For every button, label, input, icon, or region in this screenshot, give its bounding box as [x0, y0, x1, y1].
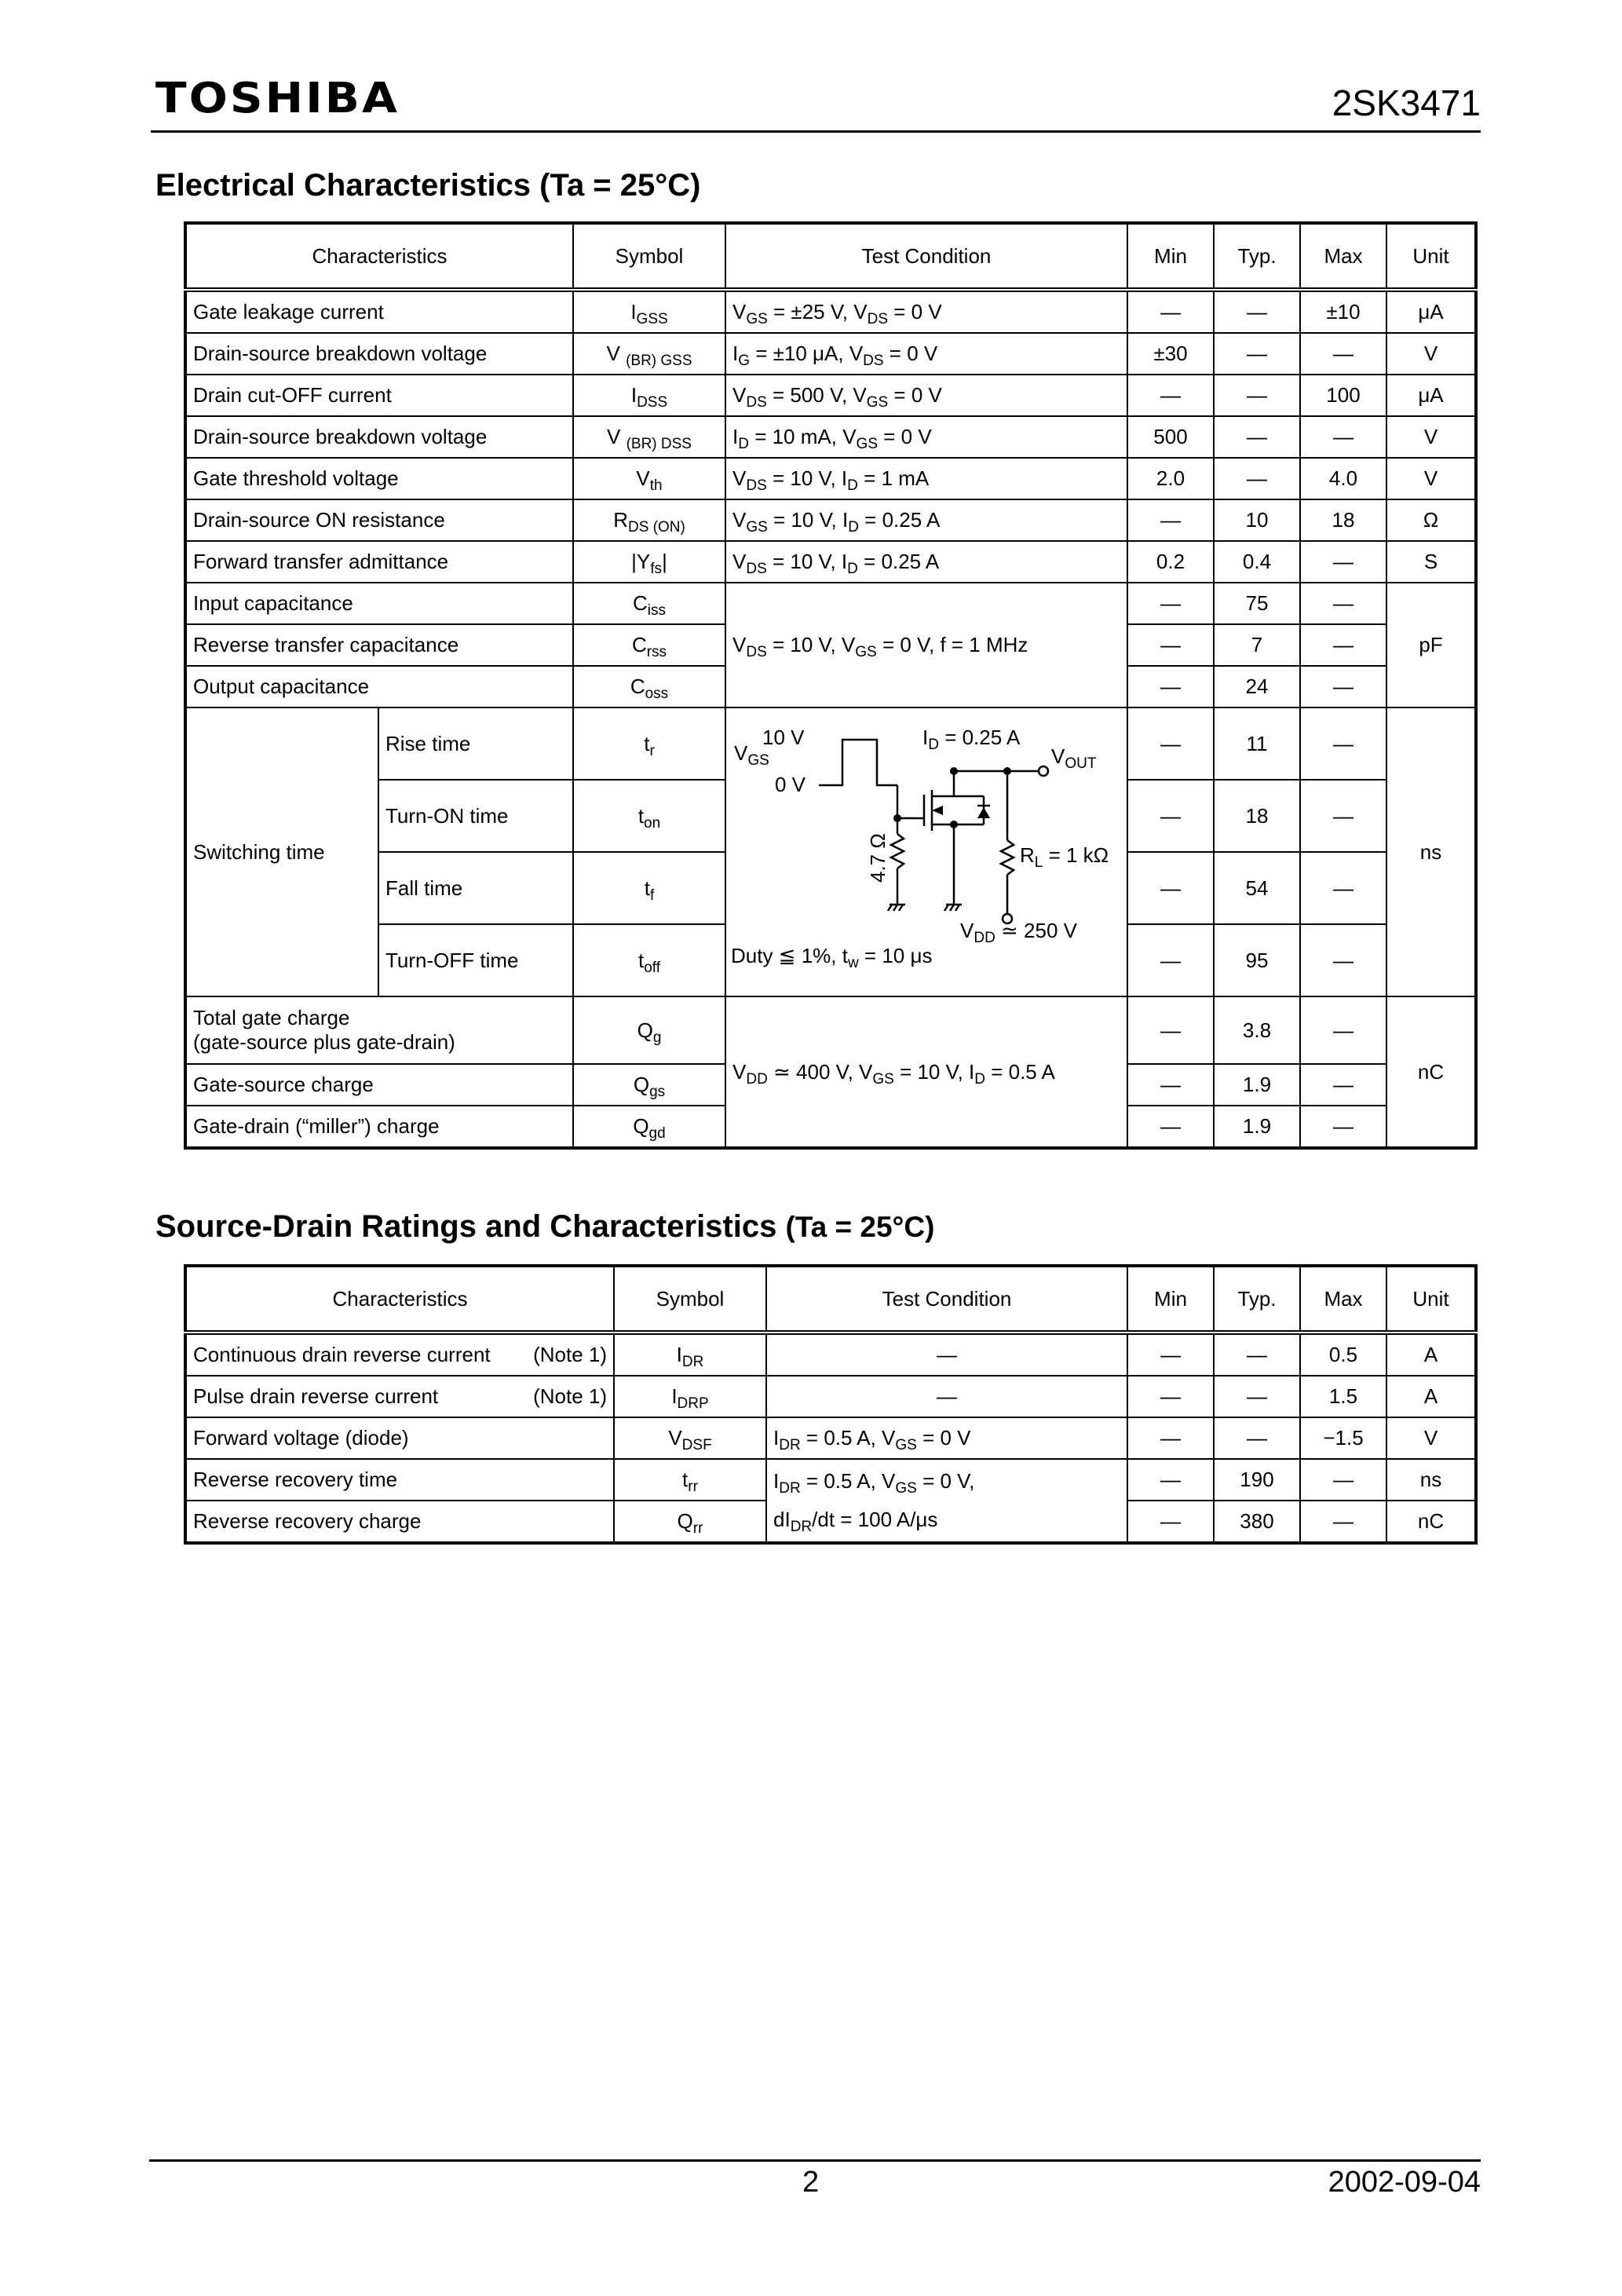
row-min: —	[1127, 996, 1214, 1064]
switching-test-circuit	[725, 707, 1127, 996]
row-symbol: $I_{DRP}$	[614, 1376, 766, 1417]
row-max: —	[1300, 583, 1386, 624]
row-min: ±30	[1127, 333, 1214, 375]
row-name: Drain-source breakdown voltage	[185, 333, 573, 375]
table-header-row	[185, 1266, 1476, 1333]
row-min: —	[1127, 666, 1214, 707]
row-symbol: $t_{rr}$	[614, 1459, 766, 1501]
row-symbol: $t_{off}$	[573, 924, 725, 996]
row-min: —	[1127, 780, 1214, 852]
table-row	[185, 1376, 1476, 1417]
vgs-high-label: 10 V	[762, 726, 805, 749]
row-typ: 380	[1214, 1501, 1300, 1543]
row-min: —	[1127, 924, 1214, 996]
row-name: Reverse recovery time	[185, 1459, 614, 1501]
row-unit: ns	[1386, 707, 1476, 996]
col-typ: Typ.	[1214, 223, 1300, 290]
table-row	[185, 375, 1476, 416]
col-symbol: Symbol	[614, 1266, 766, 1333]
row-symbol: $t_r$	[573, 707, 725, 780]
row-name: Turn-OFF time	[378, 924, 573, 996]
row-max: —	[1300, 541, 1386, 583]
table-row	[185, 707, 1476, 780]
col-min: Min	[1127, 223, 1214, 290]
vgs-low-label: 0 V	[775, 773, 806, 796]
row-unit: A	[1386, 1376, 1476, 1417]
row-unit: Ω	[1386, 499, 1476, 541]
col-max: Max	[1300, 1266, 1386, 1333]
row-typ: 190	[1214, 1459, 1300, 1501]
row-condition: $V_{DS} = 10$ V, $I_D = 1$ mA	[725, 458, 1127, 499]
row-symbol: $I_{GSS}$	[573, 290, 725, 333]
row-condition: —	[766, 1376, 1127, 1417]
document-date: 2002-09-04	[1328, 2166, 1481, 2199]
row-typ: 7	[1214, 624, 1300, 666]
footer-rule	[149, 2159, 1481, 2162]
row-name: Gate threshold voltage	[185, 458, 573, 499]
row-name: Reverse transfer capacitance	[185, 624, 573, 666]
row-condition: $V_{GS} = 10$ V, $I_D = 0.25$ A	[725, 499, 1127, 541]
col-max: Max	[1300, 223, 1386, 290]
table-row	[185, 416, 1476, 458]
row-condition: —	[766, 1333, 1127, 1376]
row-unit: μA	[1386, 290, 1476, 333]
row-condition: $I_{DR} = 0.5$ A, $V_{GS} = 0$ V, $dI_{DR}/dt = 100$ A/μs	[766, 1459, 1127, 1543]
row-condition: $I_G = \pm 10$ μA, $V_{DS} = 0$ V	[725, 333, 1127, 375]
mosfet-arrow	[932, 806, 943, 815]
row-symbol: $V_{th}$	[573, 458, 725, 499]
row-name: Pulse drain reverse current (Note 1)	[185, 1376, 614, 1417]
col-min: Min	[1127, 1266, 1214, 1333]
row-symbol: $|Y_{fs}|$	[573, 541, 725, 583]
row-typ: 1.9	[1214, 1106, 1300, 1148]
row-condition: $V_{DS} = 500$ V, $V_{GS} = 0$ V	[725, 375, 1127, 416]
col-test-condition: Test Condition	[766, 1266, 1127, 1333]
row-max: —	[1300, 852, 1386, 924]
row-unit: nC	[1386, 996, 1476, 1148]
row-typ: —	[1214, 290, 1300, 333]
row-name: Gate-source charge	[185, 1064, 573, 1106]
rg-label: 4.7 Ω	[866, 833, 890, 883]
row-unit: A	[1386, 1333, 1476, 1376]
rg-resistor	[891, 834, 904, 868]
table-row	[185, 996, 1476, 1064]
col-characteristics: Characteristics	[185, 223, 573, 290]
row-typ: —	[1214, 458, 1300, 499]
row-unit: μA	[1386, 375, 1476, 416]
row-typ: 18	[1214, 780, 1300, 852]
row-min: —	[1127, 1106, 1214, 1148]
row-max: 1.5	[1300, 1376, 1386, 1417]
row-typ: —	[1214, 333, 1300, 375]
row-max: —	[1300, 1459, 1386, 1501]
row-symbol: $Q_g$	[573, 996, 725, 1064]
row-unit: ns	[1386, 1459, 1476, 1501]
row-max: —	[1300, 780, 1386, 852]
row-symbol: $t_{on}$	[573, 780, 725, 852]
row-min: —	[1127, 499, 1214, 541]
vout-terminal	[1039, 766, 1048, 776]
vdd-label: $V_{DD}$ ≃ 250 V	[960, 919, 1077, 946]
table-row	[185, 333, 1476, 375]
diode-triangle	[977, 807, 990, 818]
row-name: Drain cut-OFF current	[185, 375, 573, 416]
row-unit: V	[1386, 333, 1476, 375]
row-typ: 24	[1214, 666, 1300, 707]
row-unit: S	[1386, 541, 1476, 583]
row-typ: —	[1214, 416, 1300, 458]
row-min: —	[1127, 583, 1214, 624]
row-typ: 54	[1214, 852, 1300, 924]
id-label: $I_D = 0.25$ A	[922, 726, 1021, 753]
row-typ: 10	[1214, 499, 1300, 541]
electrical-characteristics-table	[184, 221, 1478, 1150]
row-typ: 1.9	[1214, 1064, 1300, 1106]
row-name: Drain-source ON resistance	[185, 499, 573, 541]
row-max: 4.0	[1300, 458, 1386, 499]
row-name: Gate leakage current	[185, 290, 573, 333]
row-typ: —	[1214, 1333, 1300, 1376]
row-typ: 95	[1214, 924, 1300, 996]
row-name: Input capacitance	[185, 583, 573, 624]
table-row	[185, 1333, 1476, 1376]
row-typ: 11	[1214, 707, 1300, 780]
row-min: —	[1127, 1333, 1214, 1376]
row-symbol: $R_{DS (ON)}$	[573, 499, 725, 541]
row-max: —	[1300, 1501, 1386, 1543]
row-typ: 75	[1214, 583, 1300, 624]
row-max: —	[1300, 1064, 1386, 1106]
row-name: Continuous drain reverse current (Note 1)	[185, 1333, 614, 1376]
row-symbol: $Q_{gd}$	[573, 1106, 725, 1148]
row-condition: $V_{DS} = 10$ V, $I_D = 0.25$ A	[725, 541, 1127, 583]
row-name: Rise time	[378, 707, 573, 780]
row-unit: nC	[1386, 1501, 1476, 1543]
row-max: —	[1300, 624, 1386, 666]
col-characteristics: Characteristics	[185, 1266, 614, 1333]
gate-pulse-waveform	[819, 740, 897, 785]
row-symbol: $C_{iss}$	[573, 583, 725, 624]
row-name: Fall time	[378, 852, 573, 924]
row-condition: $I_D = 10$ mA, $V_{GS} = 0$ V	[725, 416, 1127, 458]
row-symbol: $I_{DR}$	[614, 1333, 766, 1376]
row-max: 0.5	[1300, 1333, 1386, 1376]
table-row	[185, 458, 1476, 499]
source-drain-title: Source-Drain Ratings and Characteristics (Ta = 25°C)	[155, 1209, 935, 1244]
row-typ: —	[1214, 375, 1300, 416]
part-number: 2SK3471	[1332, 82, 1481, 123]
row-min: —	[1127, 707, 1214, 780]
row-min: 2.0	[1127, 458, 1214, 499]
row-typ: —	[1214, 1417, 1300, 1459]
row-max: ±10	[1300, 290, 1386, 333]
row-symbol: $Q_{rr}$	[614, 1501, 766, 1543]
col-typ: Typ.	[1214, 1266, 1300, 1333]
row-symbol: V $_{(BR) GSS}$	[573, 333, 725, 375]
page-number: 2	[802, 2166, 820, 2199]
table-row	[185, 541, 1476, 583]
row-max: —	[1300, 666, 1386, 707]
row-max: 18	[1300, 499, 1386, 541]
vout-label: $V_{OUT}$	[1051, 744, 1097, 772]
row-min: —	[1127, 624, 1214, 666]
row-min: —	[1127, 1459, 1214, 1501]
switching-circuit-diagram	[726, 708, 1128, 991]
table-row	[185, 499, 1476, 541]
row-max: −1.5	[1300, 1417, 1386, 1459]
row-symbol: $I_{DSS}$	[573, 375, 725, 416]
row-symbol: V $_{(BR) DSS}$	[573, 416, 725, 458]
col-symbol: Symbol	[573, 223, 725, 290]
row-condition: $I_{DR} = 0.5$ A, $V_{GS} = 0$ V	[766, 1417, 1127, 1459]
row-symbol: $Q_{gs}$	[573, 1064, 725, 1106]
row-symbol: $t_f$	[573, 852, 725, 924]
row-max: —	[1300, 333, 1386, 375]
row-min: —	[1127, 1501, 1214, 1543]
source-drain-table	[184, 1264, 1478, 1545]
row-min: —	[1127, 1376, 1214, 1417]
rl-label: $R_L = 1$ kΩ	[1020, 843, 1109, 871]
row-min: 0.2	[1127, 541, 1214, 583]
row-unit: V	[1386, 458, 1476, 499]
row-symbol: $C_{oss}$	[573, 666, 725, 707]
vgs-label: $V_{GS}$	[734, 741, 769, 769]
row-symbol: $C_{rss}$	[573, 624, 725, 666]
row-name: Gate-drain (“miller”) charge	[185, 1106, 573, 1148]
switching-group-label: Switching time	[185, 707, 378, 996]
row-max: —	[1300, 416, 1386, 458]
row-name: Reverse recovery charge	[185, 1501, 614, 1543]
row-name: Turn-ON time	[378, 780, 573, 852]
row-min: —	[1127, 1417, 1214, 1459]
rl-resistor	[1001, 840, 1014, 875]
row-min: —	[1127, 290, 1214, 333]
col-unit: Unit	[1386, 223, 1476, 290]
row-unit: V	[1386, 1417, 1476, 1459]
header-rule	[151, 130, 1481, 133]
brand-logo: TOSHIBA	[155, 73, 400, 122]
row-min: —	[1127, 375, 1214, 416]
row-min: —	[1127, 852, 1214, 924]
row-name: Drain-source breakdown voltage	[185, 416, 573, 458]
row-max: —	[1300, 1106, 1386, 1148]
row-name: Total gate charge (gate-source plus gate-drain)	[185, 996, 573, 1064]
row-name: Output capacitance	[185, 666, 573, 707]
row-condition: $V_{DS} = 10$ V, $V_{GS} = 0$ V, f = 1 MHz	[725, 583, 1127, 707]
row-name: Forward voltage (diode)	[185, 1417, 614, 1459]
table-header-row	[185, 223, 1476, 290]
row-max: —	[1300, 996, 1386, 1064]
table-row	[185, 290, 1476, 333]
row-typ: 3.8	[1214, 996, 1300, 1064]
row-unit: pF	[1386, 583, 1476, 707]
row-max: —	[1300, 924, 1386, 996]
row-min: 500	[1127, 416, 1214, 458]
row-min: —	[1127, 1064, 1214, 1106]
duty-label: Duty ≦ 1%, $t_w = 10$ μs	[731, 944, 933, 971]
row-typ: 0.4	[1214, 541, 1300, 583]
row-max: —	[1300, 707, 1386, 780]
electrical-characteristics-title: Electrical Characteristics (Ta = 25°C)	[155, 168, 701, 203]
row-condition: $V_{GS} = \pm 25$ V, $V_{DS} = 0$ V	[725, 290, 1127, 333]
row-typ: —	[1214, 1376, 1300, 1417]
col-test-condition: Test Condition	[725, 223, 1127, 290]
table-row	[185, 1459, 1476, 1501]
row-max: 100	[1300, 375, 1386, 416]
row-symbol: $V_{DSF}$	[614, 1417, 766, 1459]
row-name: Forward transfer admittance	[185, 541, 573, 583]
table-row	[185, 583, 1476, 624]
table-row	[185, 1417, 1476, 1459]
row-condition: $V_{DD}$ ≃ 400 V, $V_{GS} = 10$ V, $I_D = 0.5$ A	[725, 996, 1127, 1148]
row-unit: V	[1386, 416, 1476, 458]
col-unit: Unit	[1386, 1266, 1476, 1333]
